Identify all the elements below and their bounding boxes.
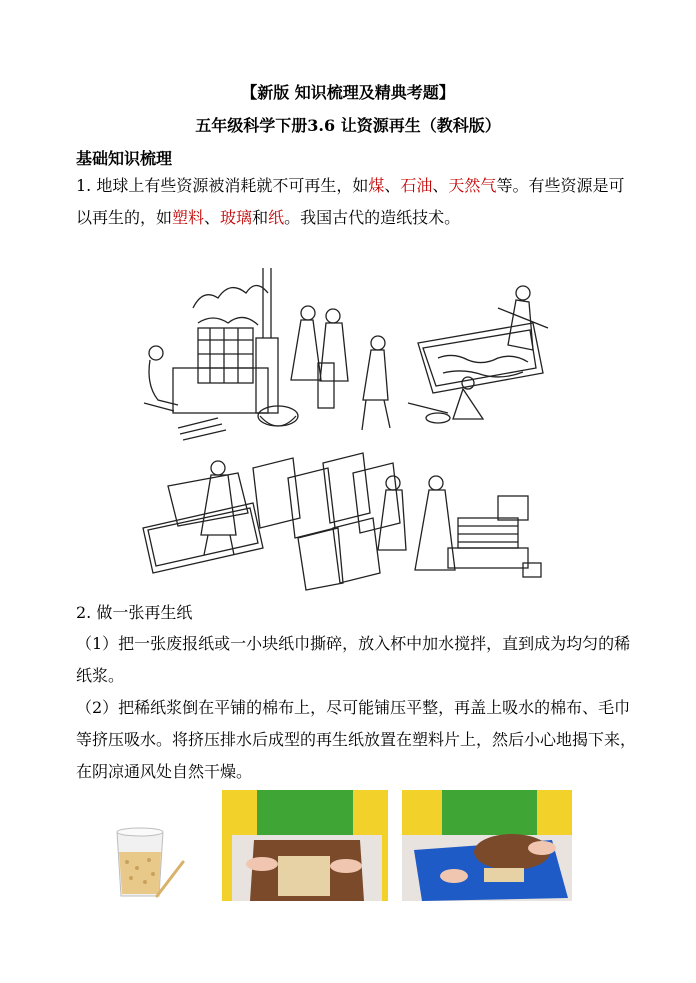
paper-term: 纸 bbox=[268, 208, 285, 227]
step-1: （1）把一张废报纸或一小块纸巾撕碎，放入杯中加水搅拌，直到成为均匀的稀纸浆。 bbox=[76, 634, 631, 685]
sep: 、 bbox=[204, 208, 221, 227]
sep: 、 bbox=[432, 176, 449, 195]
document-title: 【新版 知识梳理及精典考题】 bbox=[241, 83, 455, 102]
papermaking-line-art bbox=[138, 268, 552, 592]
pulp-cup-illustration bbox=[105, 822, 185, 902]
lift-towel-illustration bbox=[402, 790, 572, 901]
glass-term: 玻璃 bbox=[220, 208, 253, 227]
spread-pulp-illustration bbox=[222, 790, 388, 901]
p1-text-b: 等。有些资源是可以再生的，如 bbox=[76, 176, 625, 227]
document-subtitle: 五年级科学下册3.6 让资源再生（教科版） bbox=[195, 116, 501, 135]
gas-term: 天然气 bbox=[448, 176, 497, 195]
ancient-papermaking-illustration bbox=[138, 268, 552, 592]
section-heading: 基础知识梳理 bbox=[76, 149, 173, 168]
p1-text-a: 1. 地球上有些资源被消耗就不可再生，如 bbox=[76, 176, 369, 195]
plastic-term: 塑料 bbox=[172, 208, 205, 227]
and-word: 和 bbox=[252, 208, 269, 227]
paragraph-2-title: 2. 做一张再生纸 bbox=[76, 603, 193, 622]
oil-term: 石油 bbox=[400, 176, 433, 195]
lift-towel-photo bbox=[402, 790, 572, 901]
pulp-cup-photo bbox=[105, 822, 185, 902]
step-2: （2）把稀纸浆倒在平铺的棉布上，尽可能铺压平整，再盖上吸水的棉布、毛巾等挤压吸水。将挤压排水后成型的再生纸放置在塑料片上，然后小心地揭下来，在阴凉通风处自然干燥。 bbox=[76, 698, 637, 781]
sep: 、 bbox=[384, 176, 401, 195]
coal-term: 煤 bbox=[368, 176, 385, 195]
paragraph-1 bbox=[76, 170, 636, 234]
spread-pulp-photo bbox=[222, 790, 388, 901]
p1-text-c: 。我国古代的造纸技术。 bbox=[284, 208, 461, 227]
